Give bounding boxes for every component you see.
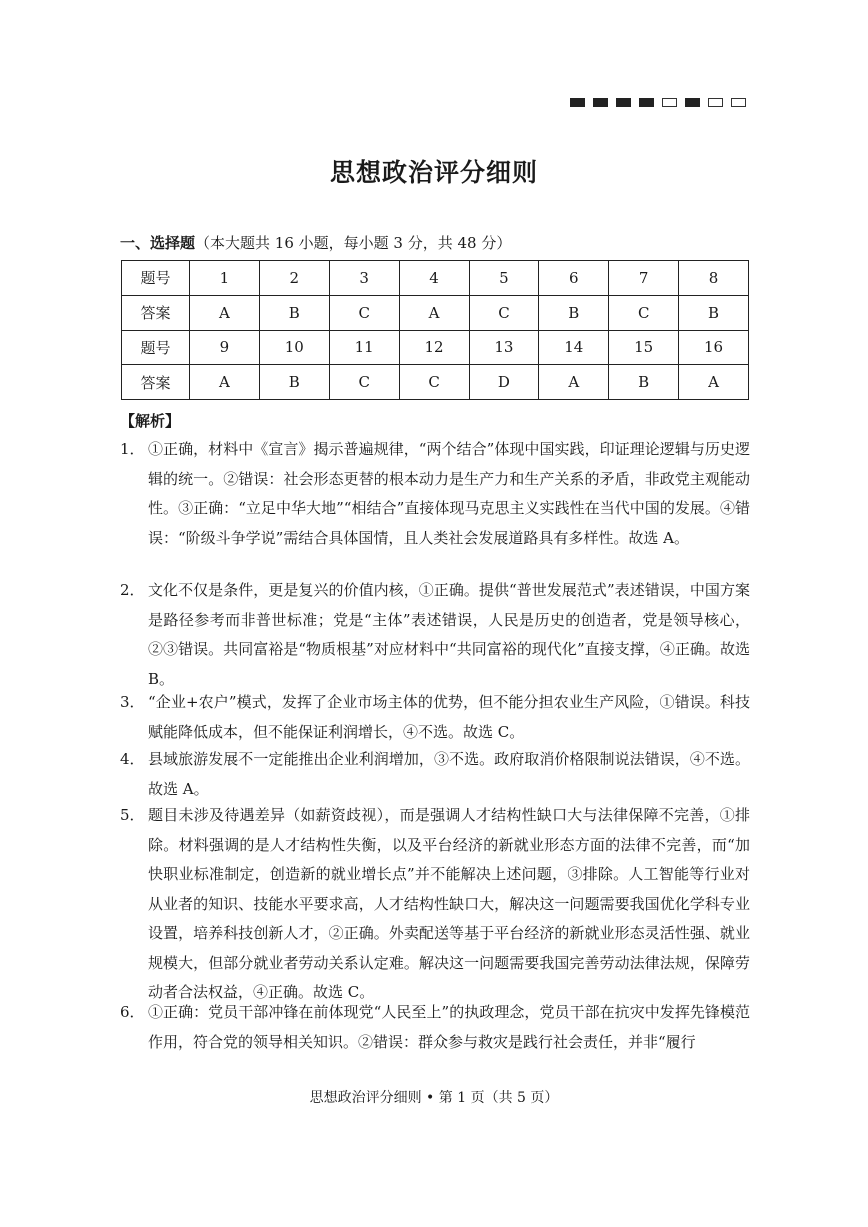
table-cell: 1 (190, 261, 260, 296)
table-cell: A (190, 295, 260, 330)
table-cell: C (399, 365, 469, 400)
table-cell: B (259, 365, 329, 400)
header-mark (616, 98, 631, 107)
table-cell: C (609, 295, 679, 330)
item-number: 4． (120, 750, 145, 768)
header-mark (662, 98, 677, 107)
item-number: 2． (120, 581, 145, 599)
item-text: 文化不仅是条件，更是复兴的价值内核，①正确。提供“普世发展范式”表述错误，中国方案是路径参考而非普世标准；党是“主体”表述错误，人民是历史的创造者，党是领导核心，②③错误。共同富裕是“物质根基”对应材料中“共同富裕的现代化”直接支撑，④正确。故选 B。 (148, 581, 750, 688)
table-row (122, 295, 749, 330)
table-row (122, 365, 749, 400)
analysis-item (120, 801, 750, 1008)
item-text: ①正确：党员干部冲锋在前体现党“人民至上”的执政理念，党员干部在抗灾中发挥先锋模范作用，符合党的领导相关知识。②错误：群众参与救灾是践行社会责任，并非“履行 (148, 1003, 750, 1051)
section-heading-note: （本大题共 16 小题，每小题 3 分，共 48 分） (195, 234, 512, 252)
table-cell: B (609, 365, 679, 400)
page-footer: 思想政治评分细则 • 第 1 页（共 5 页） (309, 1090, 559, 1106)
header-mark (593, 98, 608, 107)
answer-table (121, 260, 749, 400)
table-cell: 5 (469, 261, 539, 296)
header-mark (708, 98, 723, 107)
item-number: 1． (120, 440, 145, 458)
item-text: 县域旅游发展不一定能推出企业利润增加，③不选。政府取消价格限制说法错误，④不选。故选 A。 (148, 750, 750, 798)
table-row (122, 261, 749, 296)
header-mark (685, 98, 700, 107)
table-row-header: 答案 (122, 365, 190, 400)
table-cell: 11 (329, 330, 399, 365)
table-row-header: 题号 (122, 261, 190, 296)
table-cell: C (329, 365, 399, 400)
page-title: 思想政治评分细则 (329, 158, 538, 187)
table-cell: 16 (679, 330, 749, 365)
table-cell: 15 (609, 330, 679, 365)
section-heading-label: 一、选择题 (120, 234, 196, 252)
table-row-header: 答案 (122, 295, 190, 330)
table-cell: 14 (539, 330, 609, 365)
analysis-item (120, 998, 750, 1057)
analysis-item (120, 576, 750, 694)
item-number: 3． (120, 693, 145, 711)
analysis-item (120, 688, 750, 747)
table-cell: B (679, 295, 749, 330)
item-number: 6． (120, 1003, 145, 1021)
table-cell: 7 (609, 261, 679, 296)
table-cell: 13 (469, 330, 539, 365)
table-cell: 6 (539, 261, 609, 296)
table-cell: C (469, 295, 539, 330)
analysis-label: 【解析】 (120, 412, 181, 430)
item-number: 5． (120, 806, 145, 824)
table-cell: 4 (399, 261, 469, 296)
table-cell: 10 (259, 330, 329, 365)
table-cell: 2 (259, 261, 329, 296)
table-cell: B (539, 295, 609, 330)
analysis-item (120, 745, 750, 804)
table-cell: 9 (190, 330, 260, 365)
item-text: “企业+农户”模式，发挥了企业市场主体的优势，但不能分担农业生产风险，①错误。科技赋能降低成本，但不能保证利润增长，④不选。故选 C。 (148, 693, 750, 741)
table-cell: A (399, 295, 469, 330)
table-row-header: 题号 (122, 330, 190, 365)
header-mark (570, 98, 585, 107)
table-cell: D (469, 365, 539, 400)
table-cell: 12 (399, 330, 469, 365)
table-cell: A (190, 365, 260, 400)
table-cell: 8 (679, 261, 749, 296)
table-cell: B (259, 295, 329, 330)
header-mark (639, 98, 654, 107)
item-text: 题目未涉及待遇差异（如薪资歧视），而是强调人才结构性缺口大与法律保障不完善，①排除。材料强调的是人才结构性失衡，以及平台经济的新就业形态方面的法律不完善，而“加快职业标准制定，创造新的就业增长点”并不能解决上述问题，③排除。人工智能等行业对从业者的知识、技能水平要求高，人才结构性缺口大，解决这一问题需要我国优化学科专业设置，培养科技创新人才，②正确。外卖配送等基于平台经济的新就业形态灵活性强、就业规模大，但部分就业者劳动关系认定难。解决这一问题需要我国完善劳动法律法规，保障劳动者合法权益，④正确。故选 C。 (148, 806, 750, 1001)
table-cell: C (329, 295, 399, 330)
table-cell: A (539, 365, 609, 400)
table-cell: A (679, 365, 749, 400)
section-heading (120, 232, 511, 253)
header-mark (731, 98, 746, 107)
item-text: ①正确，材料中《宣言》揭示普遍规律，“两个结合”体现中国实践，印证理论逻辑与历史逻辑的统一。②错误：社会形态更替的根本动力是生产力和生产关系的矛盾，非政党主观能动性。③正确：“立足中华大地”“相结合”直接体现马克思主义实践性在当代中国的发展。④错误：“阶级斗争学说”需结合具体国情，且人类社会发展道路具有多样性。故选 A。 (148, 440, 750, 547)
analysis-item (120, 435, 750, 553)
table-row (122, 330, 749, 365)
table-cell: 3 (329, 261, 399, 296)
